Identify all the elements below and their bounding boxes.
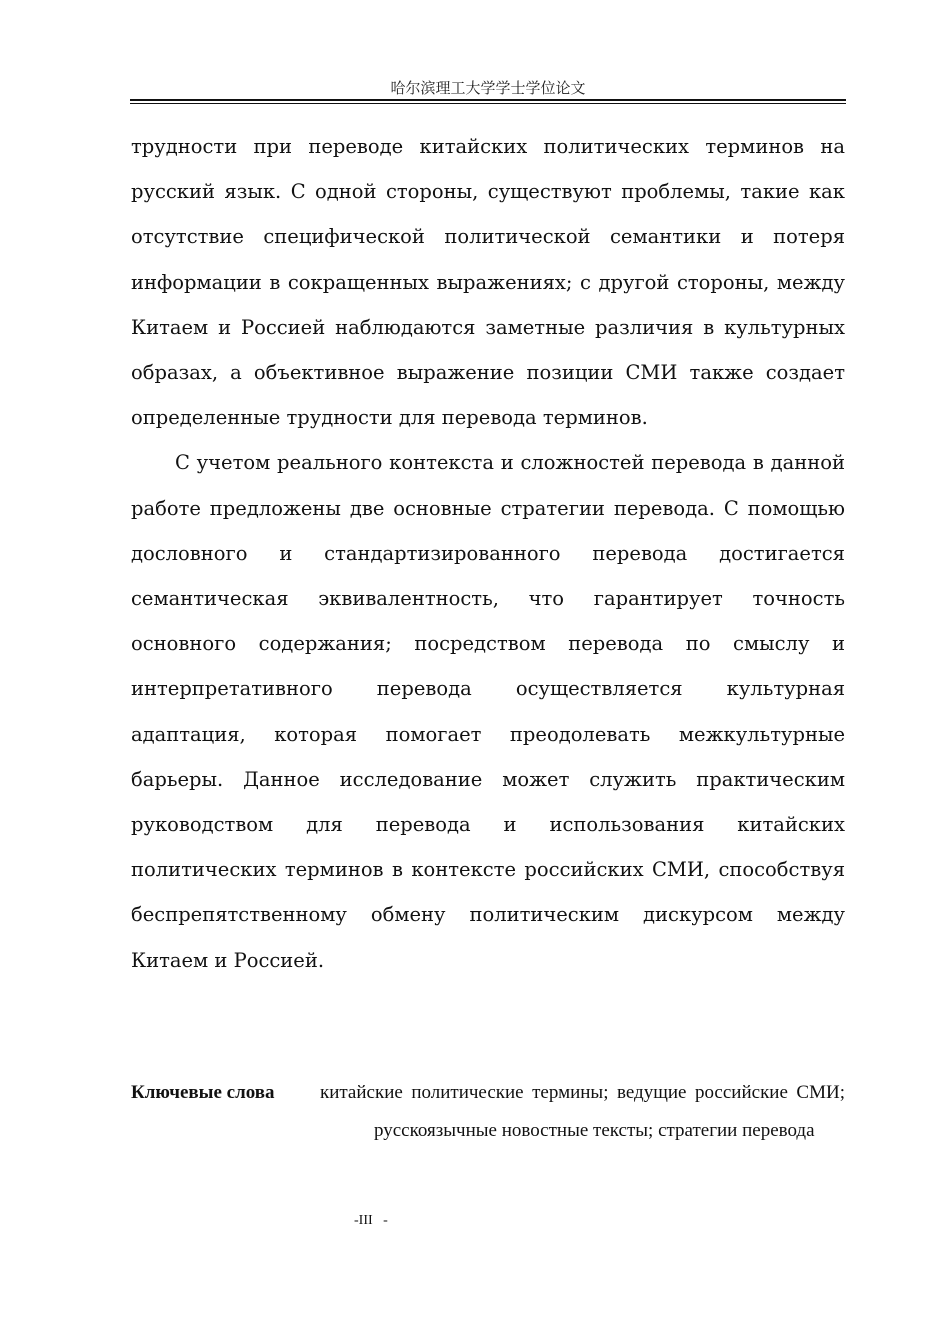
header-rule-thick [130,99,846,101]
header-rule-thin [130,103,846,104]
keywords-text: китайские политические термины; ведущие российские СМИ; русскоязычные новостные тексты; стратегии перевода [320,1082,845,1141]
paragraph-continued: трудности при переводе китайских политических терминов на русский язык. С одной стороны, существуют проблемы, такие как отсутствие специфической политической семантики и потеря информации в сокращенных выражениях; с другой стороны, между Китаем и Россией наблюдаются заметные различия в культурных образах, а объективное выражение позиции СМИ также создает определенные трудности для перевода терминов. [131,135,845,430]
keywords-label: Ключевые слова [131,1082,275,1103]
paragraph-strategies: С учетом реального контекста и сложностей перевода в данной работе предложены две основные стратегии перевода. С помощью дословного и стандартизированного перевода достигается семантическая эквивалентность, что гарантирует точность основного содержания; посредством перевода по смыслу и интерпретативного перевода осуществляется культурная адаптация, которая помогает преодолевать межкультурные барьеры. Данное исследование может служить практическим руководством для перевода и использования китайских политических терминов в контексте российских СМИ, способствуя беспрепятственному обмену политическим дискурсом между Китаем и Россией. [131,451,845,972]
page-number: -III - [354,1213,388,1228]
body-text [131,124,845,983]
keywords-block [131,1074,845,1150]
running-header-title: 哈尔滨理工大学学士学位论文 [390,79,586,97]
